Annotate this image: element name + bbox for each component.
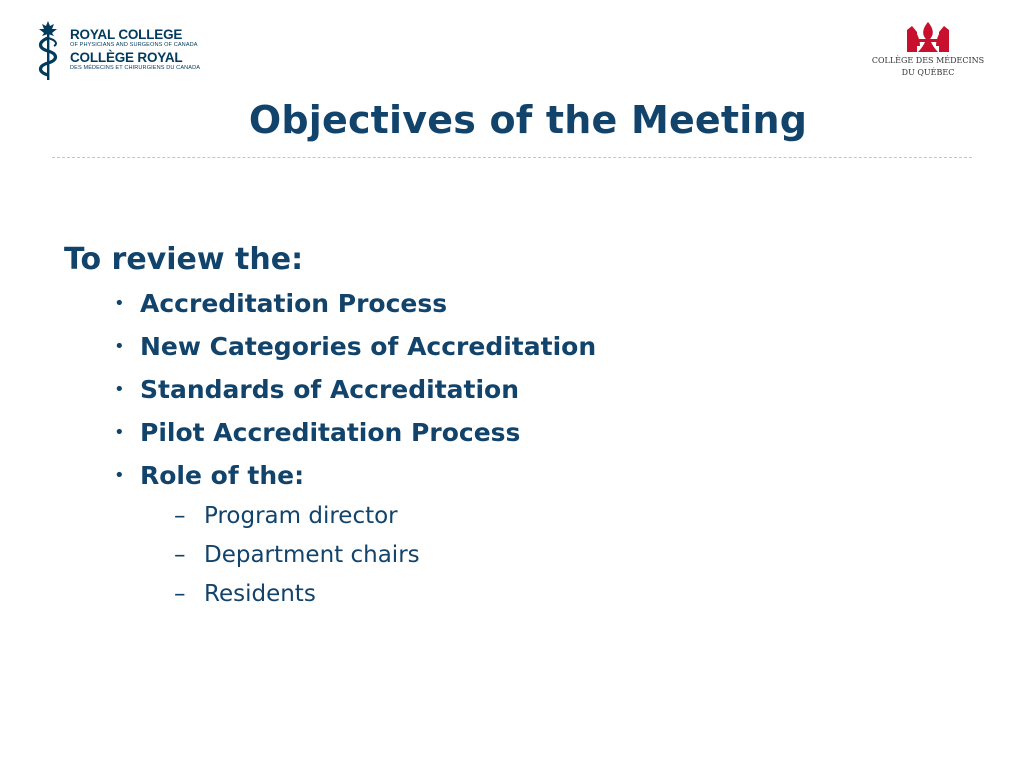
slide-title: Objectives of the Meeting xyxy=(248,98,808,142)
dash-icon: – xyxy=(174,581,186,607)
bullet-icon: • xyxy=(114,293,125,314)
bullet-text: Standards of Accreditation xyxy=(140,375,520,404)
list-item xyxy=(64,282,596,325)
bullet-icon: • xyxy=(114,422,125,443)
logo-line-physicians-surgeons: OF PHYSICIANS AND SURGEONS OF CANADA xyxy=(70,42,198,48)
cmq-name-line-2: DU QUÉBEC xyxy=(901,68,955,77)
dash-icon: – xyxy=(174,542,186,568)
bullet-text: New Categories of Accreditation xyxy=(140,332,597,361)
sub-bullet-text: Residents xyxy=(204,581,316,607)
roles-list xyxy=(64,497,596,614)
sub-bullet-text: Program director xyxy=(204,503,398,529)
logo-line-medecins-chirurgiens: DES MÉDECINS ET CHIRURGIENS DU CANADA xyxy=(70,65,201,71)
list-item xyxy=(64,368,596,411)
sub-list-item xyxy=(64,536,596,575)
list-item xyxy=(64,454,596,497)
sub-list-item xyxy=(64,497,596,536)
royal-college-logo xyxy=(34,20,200,82)
review-heading: To review the: xyxy=(64,242,304,277)
bullet-text: Accreditation Process xyxy=(140,289,448,318)
dash-icon: – xyxy=(174,503,186,529)
logo-line-royal-college: ROYAL COLLEGE xyxy=(70,27,183,42)
bullet-icon: • xyxy=(114,379,125,400)
bullet-icon: • xyxy=(114,336,125,357)
fleur-de-lis-icon xyxy=(901,20,955,54)
bullet-icon: • xyxy=(114,465,125,486)
bullet-text: Role of the: xyxy=(140,461,305,490)
title-divider xyxy=(52,157,972,158)
list-item xyxy=(64,325,596,368)
caduceus-maple-leaf-icon xyxy=(34,20,62,82)
logo-line-college-royal: COLLÈGE ROYAL xyxy=(70,50,183,65)
sub-list-item xyxy=(64,575,596,614)
bullet-text: Pilot Accreditation Process xyxy=(140,418,521,447)
cmq-logo xyxy=(868,20,988,78)
objectives-list xyxy=(64,282,596,497)
list-item xyxy=(64,411,596,454)
sub-bullet-text: Department chairs xyxy=(204,542,420,568)
cmq-name-line-1: COLLÈGE DES MÉDECINS xyxy=(871,56,985,65)
slide-body xyxy=(64,238,596,614)
